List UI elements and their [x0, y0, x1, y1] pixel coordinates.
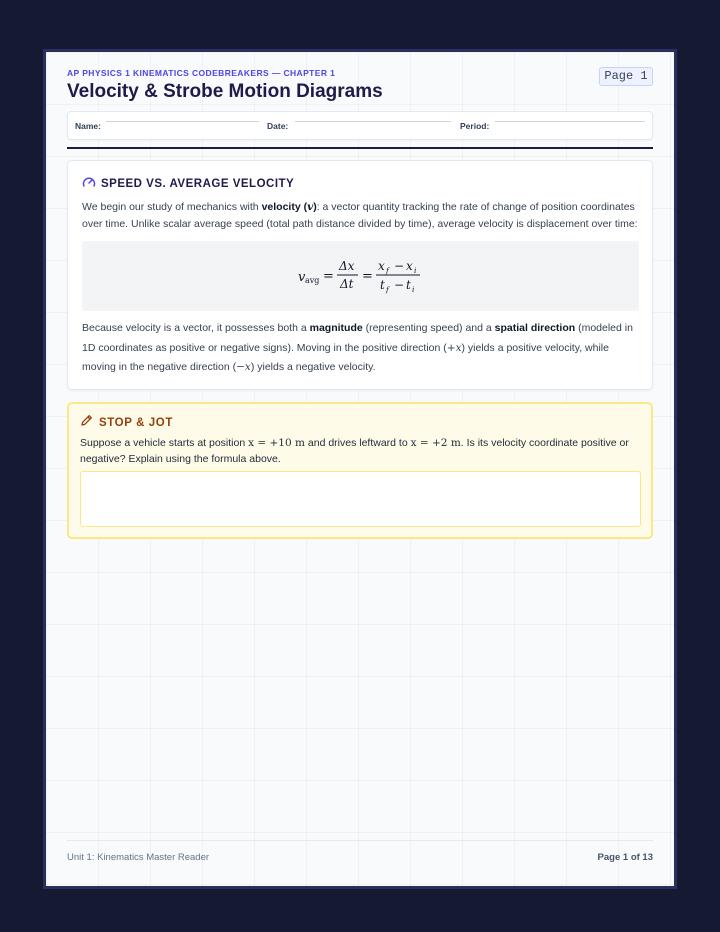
footer-page-count: Page 1 of 13 [597, 852, 653, 863]
formula-num-2b-sub: i [414, 266, 417, 275]
name-label: Name: [75, 121, 101, 131]
worksheet-page [46, 52, 674, 886]
concept-heading [82, 175, 294, 193]
student-info-bar [67, 111, 653, 140]
formula-num-2a-sub: f [386, 266, 389, 275]
jot-heading-text: STOP & JOT [99, 417, 173, 429]
jot-question-text-1: Suppose a vehicle starts at position [80, 437, 249, 449]
velocity-symbol: v [307, 201, 314, 213]
vector-text-3: (modeled in 1D coordinates as positive or negative signs). Moving in the positive direction ( [82, 322, 633, 354]
formula-den-1: Δt [340, 277, 354, 291]
formula-num-2b: x [406, 259, 413, 273]
formula-den-2b-sub: i [412, 285, 415, 294]
vector-text-5: ) yields a negative velocity. [250, 361, 376, 373]
vector-paragraph [82, 319, 640, 378]
answer-box[interactable] [80, 471, 641, 527]
footer-divider [67, 840, 653, 841]
jot-heading [80, 414, 173, 432]
intro-text-end: : a vector quantity tracking the rate of change of position coordinates over time. Unlike scalar average speed (total path distance divided by time), average velocity is displacement over time: [82, 201, 638, 230]
formula-eq-1: = [323, 269, 334, 284]
velocity-term-word: velocity ( [261, 201, 308, 213]
end-position: x = +2 m [410, 437, 461, 449]
formula-num-1: Δx [339, 259, 355, 273]
jot-question-text-2: and drives leftward to [304, 437, 411, 449]
formula-eq-2: = [362, 269, 373, 284]
formula-lhs-sub: avg [305, 276, 320, 285]
formula-num-2a: x [378, 259, 385, 273]
date-label: Date: [267, 121, 289, 131]
formula-den-2b: t [406, 278, 411, 292]
date-field[interactable] [295, 121, 451, 122]
period-label: Period: [460, 121, 490, 131]
formula-num-minus: − [394, 259, 405, 273]
name-field[interactable] [106, 121, 259, 122]
pencil-icon [80, 414, 93, 432]
start-position: x = +10 m [248, 437, 305, 449]
formula-den-2a: t [380, 278, 385, 292]
positive-x-symbol: +x [446, 341, 462, 354]
velocity-term-close: ) [313, 201, 317, 213]
intro-text-start: We begin our study of mechanics with [82, 201, 262, 213]
negative-x-symbol: −x [236, 361, 251, 373]
course-eyebrow: AP PHYSICS 1 KINEMATICS CODEBREAKERS — CHAPTER 1 [67, 68, 336, 78]
vector-text-2: (representing speed) and a [362, 322, 495, 334]
average-velocity-formula [82, 241, 639, 311]
header-divider [67, 147, 653, 149]
gauge-icon [82, 175, 96, 193]
formula-den-2a-sub: f [386, 285, 389, 294]
formula-den-minus: − [394, 278, 405, 292]
footer-unit: Unit 1: Kinematics Master Reader [67, 852, 210, 863]
period-field[interactable] [495, 121, 645, 122]
formula-lhs: v [298, 270, 306, 285]
direction-term: spatial direction [494, 322, 576, 334]
velocity-term [262, 201, 317, 213]
intro-paragraph [82, 199, 640, 232]
page-number-badge: Page 1 [599, 67, 653, 86]
vector-text-1: Because velocity is a vector, it possesses both a [82, 322, 310, 334]
concept-heading-text: SPEED VS. AVERAGE VELOCITY [101, 178, 295, 190]
jot-question [80, 435, 640, 467]
stop-and-jot-box [67, 402, 653, 539]
jot-question-text-3: . Is its velocity coordinate positive or negative? Explain using the formula above. [80, 437, 629, 465]
concept-card [67, 160, 653, 390]
magnitude-term: magnitude [309, 322, 363, 334]
page-title: Velocity & Strobe Motion Diagrams [67, 81, 383, 102]
vector-text-4: ) yields a positive velocity, while moving in the negative direction ( [82, 341, 609, 373]
